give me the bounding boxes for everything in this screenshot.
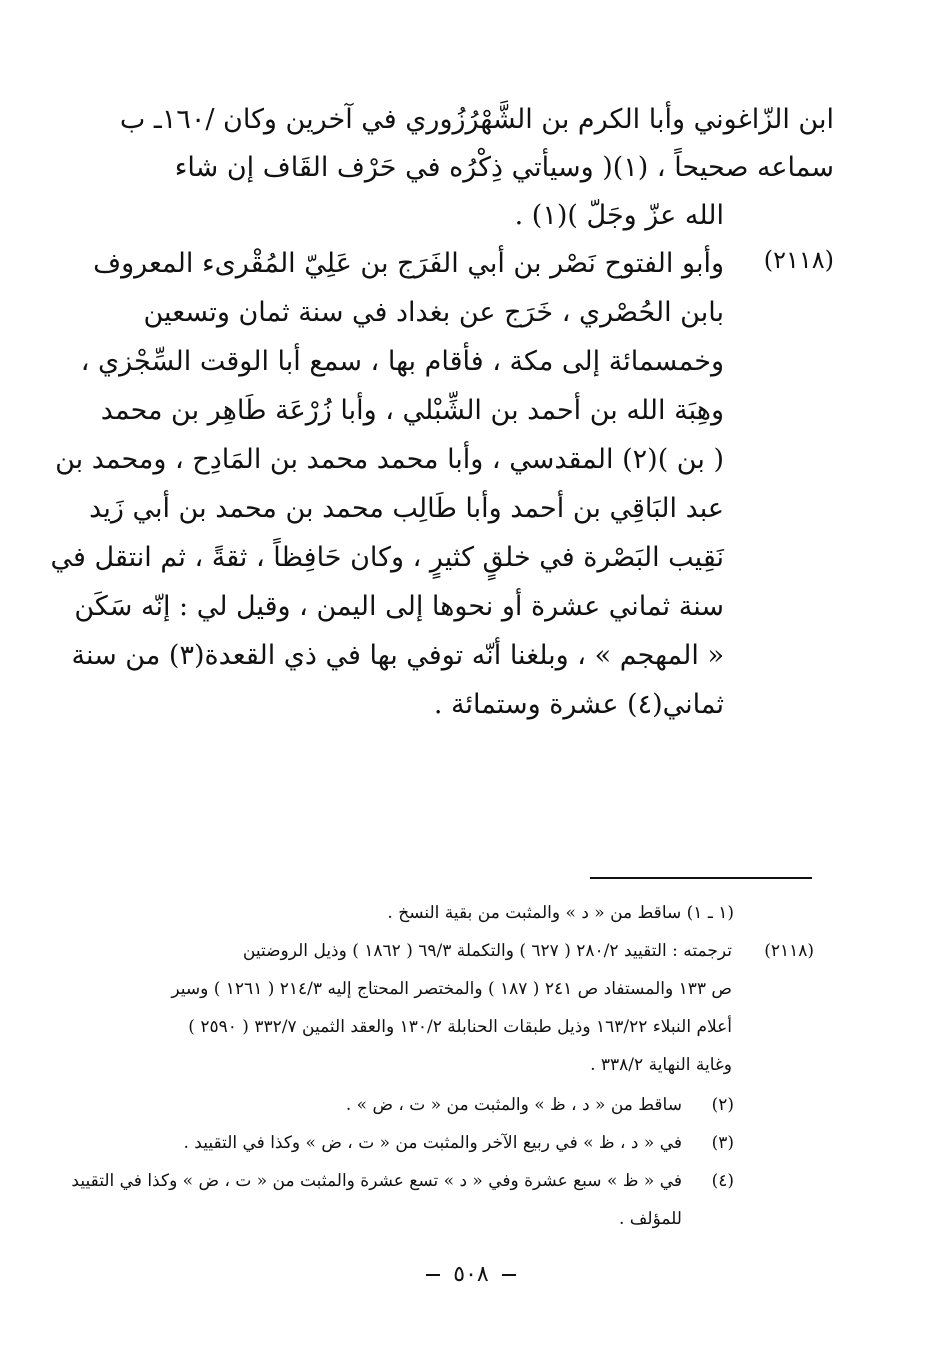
footnote-2118-line-4: وغاية النهاية ٣٣٨/٢ . [590,1055,732,1075]
page-number [0,1262,942,1287]
page-number-value: ٥٠٨ [453,1262,489,1287]
footnote-4-line-1: في « ظ » سبع عشرة وفي « د » تسع عشرة والمثبت من « ت ، ض » وكذا في التقييد [71,1171,682,1191]
footnote-separator [590,877,812,879]
footnote-2118-line-3: أعلام النبلاء ١٦٣/٢٢ وذيل طبقات الحنابلة ١٣٠/٢ والعقد الثمين ٣٣٢/٧ ( ٢٥٩٠ ) [188,1017,732,1037]
footnote-1: (١ ـ ١) ساقط من « د » والمثبت من بقية النسخ . [387,903,734,923]
main-line-2: سماعه صحيحاً ، (١)( وسيأتي ذِكْرُه في حَرْف القَاف إن شاء [174,152,834,183]
page-number-dash-right [502,1274,516,1276]
main-line-3: الله عزّ وجَلّ )(١) . [514,200,724,231]
footnote-2-label: (٢) [711,1095,734,1115]
footnote-2118-label: (٢١١٨) [764,941,814,961]
main-line-5: بابن الحُصْري ، خَرَج عن بغداد في سنة ثمان وتسعين [143,297,724,328]
main-line-1: ابن الزّاغوني وأبا الكرم بن الشَّهْرُزُوري في آخرين وكان /١٦٠ـ ب [119,104,834,135]
footnote-4-line-2: للمؤلف . [618,1209,682,1229]
main-line-6: وخمسمائة إلى مكة ، فأقام بها ، سمع أبا الوقت السِّجْزي ، [80,346,724,377]
main-line-12: « المهجم » ، وبلغنا أنّه توفي بها في ذي القعدة(٣) من سنة [71,640,724,671]
footnote-4-label: (٤) [711,1171,734,1191]
footnote-2118-line-2: ص ١٣٣ والمستفاد ص ٢٤١ ( ١٨٧ ) والمختصر المحتاج إليه ٢١٤/٣ ( ١٢٦١ ) وسير [171,979,732,999]
main-line-11: سنة ثماني عشرة أو نحوها إلى اليمن ، وقيل لي : إنّه سَكَن [74,591,724,622]
footnote-3-label: (٣) [711,1133,734,1153]
footnote-2118-line-1: ترجمته : التقييد ٢٨٠/٢ ( ٦٢٧ ) والتكملة ٦٩/٣ ( ١٨٦٢ ) وذيل الروضتين [242,941,732,961]
page-number-dash-left [426,1274,440,1276]
footnote-3: في « د ، ظ » في ربيع الآخر والمثبت من « ت ، ض » وكذا في التقييد . [183,1133,682,1153]
entry-number: (٢١١٨) [763,246,834,274]
main-line-4: وأبو الفتوح نَصْر بن أبي الفَرَج بن عَلِيّ المُقْرىء المعروف [93,248,724,279]
main-line-13: ثماني(٤) عشرة وستمائة . [433,689,724,720]
footnote-2: ساقط من « د ، ظ » والمثبت من « ت ، ض » . [345,1095,682,1115]
main-line-9: عبد البَاقِي بن أحمد وأبا طَالِب محمد بن محمد بن أبي زَيد [89,493,724,524]
main-line-8: ( بن )(٢) المقدسي ، وأبا محمد محمد بن المَادِح ، ومحمد بن [55,444,724,475]
main-line-7: وهِبَة الله بن أحمد بن الشِّبْلي ، وأبا زُرْعَة طَاهِر بن محمد [100,395,724,426]
main-line-10: نَقِيب البَصْرة في خلقٍ كثيرٍ ، وكان حَافِظاً ، ثقةً ، ثم انتقل في [50,542,724,573]
